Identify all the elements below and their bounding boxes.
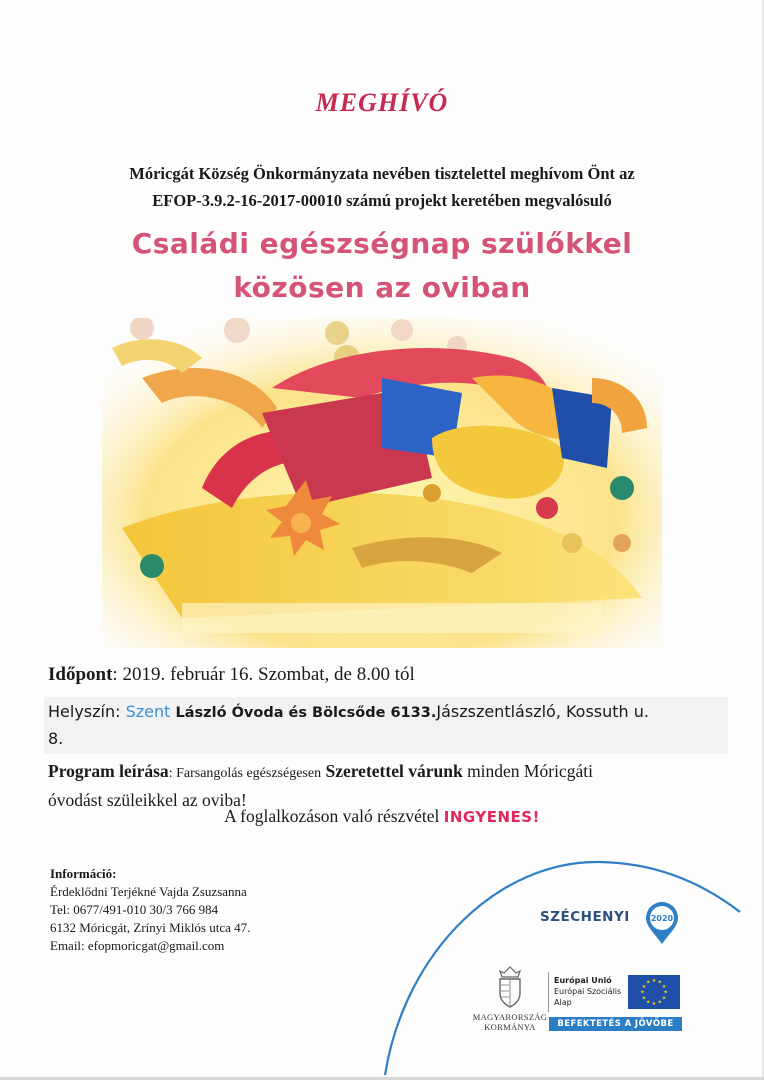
svg-text:★: ★ <box>661 995 667 1002</box>
svg-text:★: ★ <box>645 999 651 1006</box>
carnival-decoration-image <box>102 318 662 648</box>
intro-line-2: EFOP-3.9.2-16-2017-00010 számú projekt keretében megvalósuló <box>152 191 612 210</box>
szechenyi-2020-logo <box>644 901 680 945</box>
event-time-value: : 2019. február 16. Szombat, de 8.00 tól <box>112 664 415 685</box>
eu-line-2: Európai Szociális <box>554 987 622 996</box>
event-title-line-1: Családi egészségnap szülőkkel <box>131 227 633 260</box>
svg-text:★: ★ <box>640 989 645 996</box>
info-contact-person: Érdeklődni Terjékné Vajda Zsuzsanna <box>50 884 247 899</box>
svg-text:★: ★ <box>663 989 668 996</box>
svg-text:★: ★ <box>641 983 647 990</box>
participation-text: A foglalkozáson való részvétel <box>224 806 440 826</box>
event-title <box>0 222 764 310</box>
eu-investment-banner: BEFEKTETÉS A JÖVŐBE <box>549 1017 682 1031</box>
eu-logo-text <box>554 975 621 1008</box>
svg-text:★: ★ <box>657 979 663 986</box>
info-phone: Tel: 0677/491-010 30/3 766 984 <box>50 902 219 917</box>
svg-text:★: ★ <box>645 979 651 986</box>
invitation-title: MEGHÍVÓ <box>315 88 449 117</box>
event-place <box>44 697 728 754</box>
svg-text:★: ★ <box>641 995 647 1002</box>
szechenyi-year: 2020 <box>650 914 674 923</box>
gov-line-2: KORMÁNYA <box>484 1022 536 1032</box>
intro-line-1: Móricgát Község Önkormányzata nevében tisztelettel meghívom Önt az <box>129 164 635 183</box>
free-badge: INGYENES! <box>443 808 540 826</box>
program-audience: minden Móricgáti <box>467 761 593 781</box>
government-logo-text <box>470 1012 550 1032</box>
event-place-highlight: Szent <box>125 702 171 721</box>
gov-line-1: MAGYARORSZÁG <box>472 1012 548 1022</box>
szechenyi-logo-text: SZÉCHENYI <box>540 909 630 925</box>
svg-text:★: ★ <box>657 999 663 1006</box>
eu-line-1: Európai Unió <box>554 976 612 985</box>
event-place-label: Helyszín: <box>48 702 121 721</box>
info-heading: Információ: <box>50 866 117 881</box>
program-welcome: Szeretettel várunk <box>325 761 463 781</box>
svg-text:★: ★ <box>651 978 657 984</box>
event-place-address-2: 8. <box>48 729 64 748</box>
svg-text:★: ★ <box>661 983 667 990</box>
info-email: Email: efopmoricgat@gmail.com <box>50 938 225 953</box>
info-address: 6132 Móricgát, Zrínyi Miklós utca 47. <box>50 920 251 935</box>
svg-text:★: ★ <box>651 1001 657 1008</box>
eu-line-3: Alap <box>554 998 572 1007</box>
event-time-label: Időpont <box>48 664 113 685</box>
event-place-address: Jászszentlászló, Kossuth u. <box>436 702 650 721</box>
program-label: Program leírása <box>48 761 169 781</box>
program-activity: : Farsangolás egészségesen <box>168 766 322 781</box>
contact-info <box>50 865 250 955</box>
eu-flag-icon <box>628 975 680 1009</box>
event-title-line-2: közösen az oviban <box>233 271 531 304</box>
program-audience-2: óvodást szüleikkel az oviba! <box>48 790 247 810</box>
intro-text <box>40 160 724 214</box>
participation-note <box>0 806 764 827</box>
event-place-venue: László Óvoda és Bölcsőde 6133. <box>175 705 437 721</box>
hungary-coat-of-arms-icon <box>494 965 526 1009</box>
event-time <box>48 664 724 686</box>
